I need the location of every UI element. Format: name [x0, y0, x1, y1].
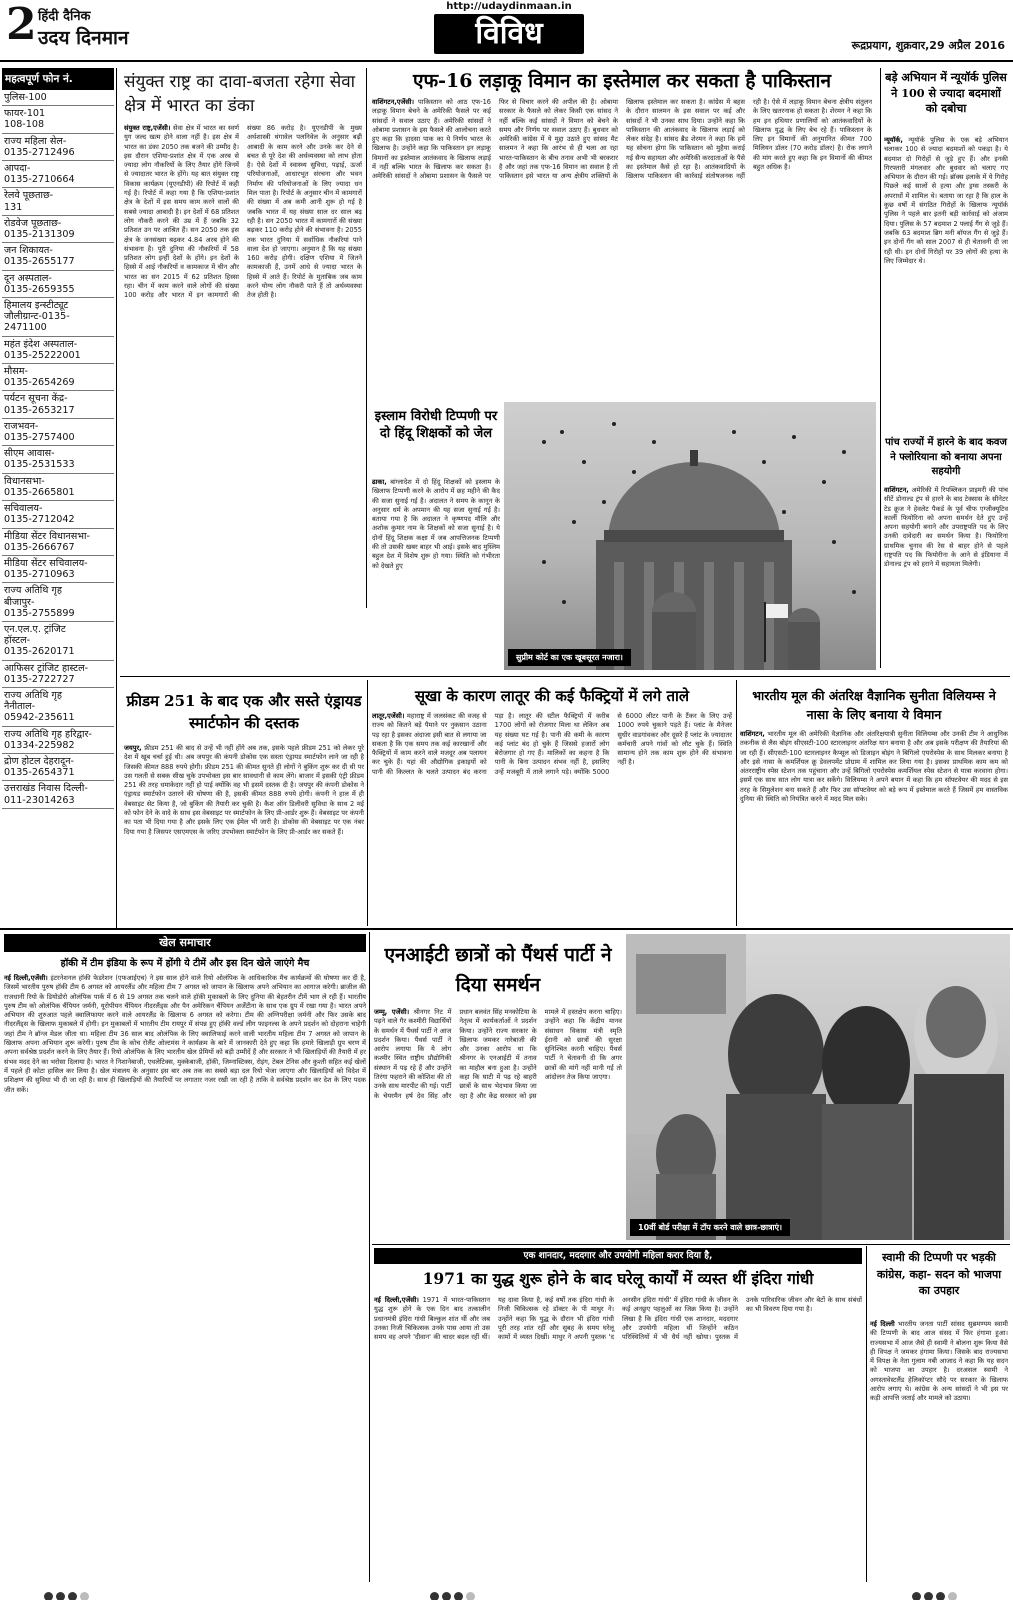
phone-entry: राज्य अतिथि गृह हरिद्वार- 01334-225982	[2, 727, 114, 754]
phone-entry: पुलिस-100	[2, 90, 114, 106]
footer-dots-right	[912, 1586, 960, 1600]
article-nit-headline: एनआईटी छात्रों को पैंथर्स पार्टी ने दिया समर्थन	[384, 944, 612, 996]
article-un-dateline: संयुक्त राष्ट्र,एजेंसी।	[124, 124, 171, 132]
footer-dots-center	[430, 1586, 478, 1600]
article-freedom-dateline: जयपुर,	[124, 744, 142, 752]
dateline: रूद्रप्रयाग, शुक्रवार,29 अप्रैल 2016	[851, 39, 1005, 52]
article-fivestates-headline: पांच राज्यों में हारने के बाद कवज ने फ्लोरियाना को बनाया अपना सहयोगी	[885, 437, 1007, 477]
paper-name-line2: उदय दिनमान	[38, 27, 129, 49]
article-sports-dateline: नई दिल्ली,एजेंसी।	[4, 974, 48, 982]
phone-entry: मीडिया सेंटर सचिवालय- 0135-2710963	[2, 556, 114, 583]
phone-entry: राज्य अतिथि गृह नैनीताल- 05942-235611	[2, 688, 114, 727]
article-latur-text: महाराष्ट्र में जलसंकट की वजह से राज्य को कितने बड़े पैमाने पर नुकसान उठाना पड़ रहा है इसका अंदाजा इसी बात से लगाया जा सकता है कि एक समय तक कई कारखानों और फैक्ट्रियों में काम करने वाले मजदूर अब पलायन कर चुके हैं। यहां की औद्योगिक इकाइयों को पानी की किल्लत के चलते उत्पादन बंद करना पड़ा है। लातूर की स्टील फैक्ट्रियों में करीब 1700 लोगों को रोजगार मिला था लेकिन अब यह संख्या घट गई है। पानी की कमी के कारण कई प्लांट बंद हो चुके हैं जिससे हजारों लोग बेरोजगार हो गए हैं। मालिकों का कहना है कि पानी के बिना उत्पादन संभव नहीं है, इसलिए उन्हें मजबूरी में ताले लगाने पड़े। क्योंकि 5000 से 6000 लीटर पानी के टैंकर के लिए उन्हें 1000 रुपये चुकाने पड़ते हैं। प्लांट के मैनेजर सुधीर वाडगांवकर और दूसरे हैं प्लांट के ज्यादातर कर्मचारी अपने गांवों को लौट चुके हैं। स्थिति सामान्य होने तक काम शुरू होने की संभावना नहीं है।	[372, 712, 732, 776]
column-rule	[367, 680, 368, 926]
column-rule	[736, 680, 737, 926]
phone-entry: आपदा- 0135-2710664	[2, 161, 114, 188]
phone-entry: फायर-101 108-108	[2, 106, 114, 133]
section-title: विविध	[475, 16, 543, 51]
article-freedom-headline: फ्रीडम 251 के बाद एक और सस्ते एंड्रायड स्मार्टफोन की दस्तक	[126, 692, 362, 732]
article-newyork-text: न्यूयॉर्क पुलिस के एक बड़े अभियान चलाकर 100 से ज्यादा बदमाशों को पकड़ा है। ये बदमाश दो गिरोहों से जुड़े हुए हैं। और इनकी गिरफ्तारी मंगलवार और बुधवार को चलाए गए अभियान के दौरान की गई। ब्रॉक्स इलाके में ये गिरोह पिछले कई सालों से हत्या और ड्रग्स तस्करी के अपराधों में शामिल थे। बताया जा रहा है कि हाल के कुछ वर्षों में संगठित गिरोहों के खिलाफ न्यूयॉर्क पुलिस ने पहले बार इतनी बड़ी कार्रवाई को अंजाम दिया। पुलिस के 57 बदमाश 2 फ्लाई गैंग से जुड़े हैं। जबकि 63 बदमाश ब्रिग मनी बॉयज गैंग से जुड़े हैं। इन दोनों गैंग को साल 2007 से ही चेतावनी दी जा रही थी। इन दोनों गिरोहों पर 39 लोगों की हत्या के लिए जिम्मेदार थे।	[884, 136, 1008, 265]
article-swami-text: भारतीय जनता पार्टी सांसद सुब्रमण्यम स्वामी की टिप्पणी के बाद आज संसद में फिर हंगामा हुआ। राज्यसभा में आज जैसे ही स्वामी ने बोलना शुरू किया वैसे ही विपक्ष ने जमकर हंगामा किया। जिसके बाद राज्यसभा में विपक्ष के नेता गुलाम नबी आजाद ने कहा कि यह सदन को भाजपा का उपहार है। दरअसल स्वामी ने अगस्तावेस्टलैंड हेलिकॉप्टर सौदे पर सरकार के खिलाफ आरोप लगाए थे। कांग्रेस के अन्य सांसदों ने भी इस पर कड़ी आपत्ति जताई और मामले को उठाया।	[870, 1320, 1008, 1403]
section-title-box	[434, 14, 584, 54]
phone-entry: हिमालय इन्स्टीट्यूट जौलीग्रान्ट-0135- 2471100	[2, 298, 114, 337]
column-rule	[366, 68, 367, 608]
article-nit-dateline: जम्मू, एजेंसी।	[374, 1008, 410, 1016]
article-swami-dateline: नई दिल्ली	[870, 1320, 895, 1328]
article-sunita-headline: भारतीय मूल की अंतरिक्ष वैज्ञानिक सुनीता विलियम्स ने नासा के लिए बनाया ये विमान	[752, 688, 996, 722]
article-f16-text: पाकिस्तान को आठ एफ-16 लड़ाकू विमान बेचने के अमेरिकी फैसले पर कई सांसदों ने सवाल उठाए हैं। अमेरिकी सांसदों ने ओबामा प्रशासन के इस फैसले की आलोचना करते हुए कहा कि हादसा पाक का ये निर्णय भारत के खिलाफ है। उन्होंने कहा कि पाकिस्तान इन लड़ाकू विमानों का इस्तेमाल आतंकवाद के खिलाफ लड़ाई में नहीं बल्कि भारत के खिलाफ कर सकता है। अमेरिकी सांसदों ने ओबामा प्रशासन के फैसले पर फिर से विचार करने की अपील की है। ओबामा सरकार के फैसले को लेकर किसी एक सांसद ने नहीं बल्कि कई सांसदों ने विमान को बेचने के समय और निर्णय पर सवाल उठाए हैं। बुधवार को अमेरिकी कांग्रेस में ये मुद्दा उठाते हुए सांसद मैट सालमन ने कहा कि आरंभ से ही चला आ रहा भारत-पाकिस्तान के बीच तनाव अभी भी बरकरार है और जहां तक एफ-16 विमान का सवाल है तो पाकिस्तान इसे भारत या अन्य क्षेत्रीय शक्तियों के खिलाफ इस्तेमाल कर सकता है। कांग्रेस में बहस के दौरान सालमन के इस सवाल पर कई और सांसदों ने भी उनका साथ दिया। उन्होंने कहा कि पाकिस्तान की आतंकवाद के खिलाफ लड़ाई को लेकर संदेह है। सांसद ब्रैड शेरमन ने कहा कि हमें यह सोचना होगा कि पाकिस्तान को मुहैया कराई गई सैन्य सहायता और अमेरिकी करदाताओं के पैसे का इस्तेमाल कैसे हो रहा है। आतंकवादियों के खिलाफ पाकिस्तान की कार्रवाई संतोषजनक नहीं रही है। ऐसे में लड़ाकू विमान बेचना क्षेत्रीय संतुलन के लिए खतरनाक हो सकता है। शेरमन ने कहा कि हम इन हथियार प्रणालियों को आतंकवादियों के खिलाफ युद्ध के लिए बेच रहे हैं। पाकिस्तान के लिए इन विमानों की अनुमानित कीमत 700 मिलियन डॉलर (70 करोड़ डॉलर) है। रोक लगाने की मांग करते हुए कहा कि इन विमानों की कीमत बहुत अधिक है।	[372, 98, 872, 181]
phone-entry: रोडवेज पूछताछ- 0135-2131309	[2, 216, 114, 243]
phone-list	[2, 90, 114, 809]
article-sports-headline: हॉकी में टीम इंडिया के रूप में होंगी ये टीमें और इस दिन खेले जाएंगे मैच	[60, 958, 310, 969]
students-caption: 10वीं बोर्ड परीक्षा में टॉप करने वाले छात्र-छात्राएं।	[630, 1219, 790, 1236]
article-un-headline: संयुक्त राष्ट्र का दावा-बजता रहेगा सेवा क्षेत्र में भारत का डंका	[124, 72, 356, 116]
article-dhaka-text: बांग्लादेश में दो हिंदू शिक्षकों को इस्लाम के खिलाफ टिप्पणी करने के आरोप में छह महीने की कैद की सजा सुनाई गई है। अदालत ने समय के कानून के अनुसार धर्म के अपमान की यह सजा सुनाई गई है। बताया गया है कि अदालत ने कृष्णपद मौलि और अशोक कुमार नाम के शिक्षकों को सजा सुनाई है। ये दोनों हिंदू शिक्षक कक्षा में जब आपत्तिजनक टिप्पणी की तो उसकी खबर बाहर भी आई। इसके बाद मुस्लिम बहुल देश में विशेष शुरू हो गया। स्थिति को गंभीरता को देखते हुए	[372, 478, 500, 570]
column-rule	[866, 1246, 867, 1582]
article-freedom-body	[124, 744, 364, 922]
article-un-body	[124, 124, 362, 602]
article-latur-headline: सूखा के कारण लातूर की कई फैक्ट्रियों में लगे ताले	[414, 687, 690, 705]
court-dome-illustration	[504, 402, 876, 670]
row-rule	[372, 1244, 1010, 1245]
article-nit-text: श्रीनगर निट में पढ़ने वाले गैर कश्मीरी विद्यार्थियों के समर्थन में पैंथर्स पार्टी ने आज प्रदर्शन किया। पैंथर्स पार्टी ने आरोप लगाया कि ये लोग कश्मीर स्थित राष्ट्रीय प्रौद्योगिकी संस्थान में पढ़ रहे हैं और उन्होंने तिरंगा फहराने की कोशिश की तो उनके साथ मारपीट की गई। पार्टी के चेयरमैन हर्ष देव सिंह और प्रधान बलवंत सिंह मनकोटिया के नेतृत्व में कार्यकर्ताओं ने प्रदर्शन किया। उन्होंने राज्य सरकार के खिलाफ जमकर नारेबाजी की और उनका आरोप था कि श्रीनगर के एनआईटी में तनाव का माहौल बना हुआ है। उन्होंने कहा कि घाटी में पढ़ रहे बाहरी छात्रों के साथ भेदभाव किया जा रहा है और केंद्र सरकार को इस मामले में हस्तक्षेप करना चाहिए। उन्होंने कहा कि केंद्रीय मानव संसाधन विकास मंत्री स्मृति ईरानी को छात्रों की सुरक्षा सुनिश्चित करनी चाहिए। पैंथर्स पार्टी ने चेतावनी दी कि अगर छात्रों की मांगें नहीं मानी गईं तो आंदोलन तेज किया जाएगा।	[374, 1008, 622, 1100]
article-dhaka-headline: इस्लाम विरोधी टिप्पणी पर दो हिंदू शिक्षकों को जेल	[374, 409, 498, 441]
article-freedom-text: फ्रीडम 251 की बाद से उन्हें भी नहीं होंगे अब तक, इसके पहले फ्रीडम 251 को लेकर पूरे देश में खूब चर्चा हुई थी। अब जयपुर की कंपनी डोकोस एक सस्ता एंड्रायड स्मार्टफोन लाने जा रही है जिसकी कीमत 888 रुपये होगी। फ्रीडम 251 की कीमत सुनते ही लोगों ने बुकिंग शुरू कर दी थी पर उस गलती से सबक सीख चुके उपभोक्ता इस बार सावधानी से काम लेंगे। बाजार में इसकी एंट्री फ्रीडम 251 की तरह धमाकेदार नहीं हो पाई क्योंकि वह भी इसमें दस्तक दी है। जयपुर की कंपनी डोकोस ने एंड्रायड स्मार्टफोन उतारने की घोषणा की है, इसकी कीमत 888 रुपये होगी। कंपनी ने हाल में ही वेबसाइट सेट किया है, जो बुकिंग की तैयारी कर चुकी है। कैश ऑन डिलीवरी सुविधा के साथ 2 मई को फोन देने के वादे के साथ इस वेबसाइट पर स्मार्टफोन के लिए प्री-आर्डर शुरू हैं। वेबसाइट पर कंपनी का पता भी दिया गया है और इसके लिए एक ईमेल भी जारी है। डोकोस की वेबसाइट पर एक नंबर दिया गया है जिसपर एसएमएस के जरिए उपभोक्ता स्मार्टफोन के लिए प्री-आर्डर कर सकते हैं।	[124, 744, 364, 836]
phone-entry: राज्य महिला सेल- 0135-2712496	[2, 134, 114, 161]
row-rule	[120, 676, 1010, 677]
article-dhaka-body	[372, 478, 500, 668]
phone-entry: पर्यटन सूचना केंद्र- 0135-2653217	[2, 391, 114, 418]
phone-entry: जन शिकायत- 0135-2655177	[2, 243, 114, 270]
row-rule	[0, 928, 1013, 930]
article-sunita-dateline: वाशिंगटन,	[740, 730, 765, 738]
article-dhaka-dateline: ढाका,	[372, 478, 387, 486]
article-f16-headline: एफ-16 लड़ाकू विमान का इस्तेमाल कर सकता है पाकिस्तान	[412, 70, 832, 92]
masthead	[0, 0, 1013, 62]
article-un-text: सेवा क्षेत्र में भारत का स्वर्ण युग जल्द खत्म होने वाला नहीं है। इस क्षेत्र में भारत का डंका 2050 तक बजने की उम्मीद है। इस दौरान एशिया-प्रशांत क्षेत्र में एक अरब से ज्यादा लोग नौकरियों के लिए तैयार होंगे जिनमें से ज्यादातर भारत के होंगे। यह बात संयुक्त राष्ट्र विकास कार्यक्रम (यूएनडीपी) की रिपोर्ट में कही गई है। रिपोर्ट में कहा गया है कि एशिया-प्रशांत क्षेत्र के देशों में इस समय काम करने वालों की सबसे ज्यादा आबादी है। इन देशों में 68 प्रतिशत लोग नौकरी करने की उम्र में हैं जबकि 32 प्रतिशत उन पर आश्रित हैं। सन 2050 तक इस क्षेत्र के जनसंख्या बढ़कर 4.84 अरब होने की संभावना है। पूरी दुनिया की नौकरियों में 58 प्रतिशत लोग इन्हीं देशों के होंगे। इन देशों के हिस्से में आई नौकरियों व कामकाज में चीन और भारत का सन 2015 में 62 प्रतिशत हिस्सा रहा। चीन में काम करने वाले लोगों की संख्या 100 करोड़ और भारत में इन कामगारों की संख्या 86 करोड़ है। यूएनडीपी के मुख्य अर्थशास्त्री थंगावेल पलनिवेल के अनुसार बढ़ी आबादी के काम करने और उनके कर देने से बचत से पूरे देश की अर्थव्यवस्था को लाभ होता है। ऐसे देशों में स्वास्थ्य सुविधा, पढ़ाई, ऊर्जा परियोजनाओं, आधारभूत संरचना और भवन निर्माण की परियोजनाओं के लिए ज्यादा धन मिल पाता है। रिपोर्ट के अनुसार चीन में कामगारों की संख्या में अब कमी आनी शुरू हो गई है जबकि भारत में यह संख्या साल दर साल बढ़ रही है। सन 2050 भारत में कामगारों की संख्या बढ़कर 110 करोड़ होने की संभावना है। 2055 तक भारत दुनिया में सर्वाधिक नौकरियां पाने वाला देश हो जाएगा। अनुमान है कि यह संख्या 160 करोड़ होगी। दक्षिण एशिया में जितने कामकाजी हैं, उनमें आधे से ज्यादा भारत के हिस्से में आते हैं। रिपोर्ट के मुताबिक जब काम करने योग्य लोग नौकरी पाते हैं तो अर्थव्यवस्था तेज होती है।	[124, 124, 362, 300]
phone-entry: दून अस्पताल- 0135-2659355	[2, 271, 114, 298]
article-sunita-body	[740, 730, 1008, 922]
phone-entry: महंत इंदेश अस्पताल- 0135-25222001	[2, 337, 114, 364]
article-fivestates-text: अमेरिकी में रिपब्लिकन प्राइमरी की पांच सीटें डोनाल्ड ट्रंप से हारने के बाद टेक्सास के सीनेटर टेड क्रूज ने हेवलेट पैकर्ड के पूर्व चीफ एग्जीक्यूटिव कार्ली फियोरिना को अपना समर्थन देते हुए उन्हें अपना सहयोगी बनाने और उपराष्ट्रपति पद के लिए उनकी दावेदारी का समर्थन किया है। फियोरिना प्राथमिक चुनाव की रेस से बाहर होने से पहले राष्ट्रपति पद कि फियोरीना के आने से इंडियाना में डोनाल्ड ट्रंप को हराने में सहायता मिलेगी।	[884, 486, 1008, 569]
sports-section-title: खेल समाचार	[159, 936, 211, 949]
phone-entry: विधानसभा- 0135-2665801	[2, 474, 114, 501]
phone-entry: मौसम- 0135-2654269	[2, 364, 114, 391]
page-number: 2	[6, 0, 37, 50]
article-newyork-body	[884, 136, 1008, 432]
website-url[interactable]: http://udaydinmaan.in	[446, 1, 572, 12]
phone-directory	[2, 68, 114, 918]
phone-entry: द्रोण होटल देहरादून- 0135-2654371	[2, 754, 114, 781]
article-sports-text: इंटरनेशनल हॉकी फेडरेशन (एफआईएच) ने इस साल होने वाले रियो ओलंपिक के आधिकारिक मैच कार्यक्रमों की घोषणा कर दी है, जिसमें भारतीय पुरुष हॉकी टीम 6 अगस्त को आयरलैंड और महिला टीम 7 अगस्त को जापान के खिलाफ अपने अभियान का आगाज करेगी। ब्राजील की राजधानी रियो के डियोडोरो ओलंपिक पार्क में 6 से 19 अगस्त तक चलने वाले हॉकी मुकाबलों के लिए दुनिया की बेहतरीन टीमें भाग ले रही हैं। भारतीय पुरुष टीम को ओलंपिक चैंपियन जर्मनी, यूरोपीयन चैंपियन नीदरलैंड्स और पैन अमेरिकन चैंपियन अर्जेंटीना के साथ एक ग्रुप में रखा गया है। भारत अपने अभियान की शुरुआत पहले क्वालिफायर करने वाले आयरलैंड के खिलाफ 6 अगस्त को करेगा। टीम की अग्निपरीक्षा जर्मनी और फिर उसके बाद नीदरलैंड्स के खिलाफ मुकाबले में होगी। इन मुकाबलों में भारतीय टीम रायपुर में संपन्न हुए हॉकी वर्ल्ड लीग फाइनल्स के अपने प्रदर्शन को दोहराना चाहेगी जहां टीम ने ब्रॉन्ज मेडल जीता था। महिला टीम 36 साल बाद ओलंपिक के लिए क्वालिफाई करने वाली भारतीय महिला टीम 7 अगस्त को जापान के खिलाफ अपना अभियान शुरू करेगी। पुरुष टीम के कोच रोलैंट ओल्टमंस ने कार्यक्रम के बारे में जानकारी देते हुए कहा कि हमारे खिलाड़ी ग्रुप चरण में अपना सर्वश्रेष्ठ प्रदर्शन करने के लिए तैयार हैं। रियो ओलंपिक के लिए भारतीय खेल प्रेमियों को बड़ी उम्मीदें हैं और सरकार ने भी खिलाड़ियों की तैयारी में हर संभव मदद देने का भरोसा दिलाया है। भारत ने निशानेबाजी, एथलेटिक्स, मुक्केबाजी, हॉकी, जिम्नास्टिक्स, रोइंग, टेबल टेनिस और कुश्ती सहित कई खेलों में पहले ही कोटा हासिल कर लिया है। खेल मंत्रालय के अनुसार इस बार अब तक का सबसे बड़ा दल रियो भेजा जाएगा और खिलाड़ियों को विदेश में प्रशिक्षण की सुविधा भी दी जा रही है। साथ ही खिलाड़ियों की तैयारियों पर लगातार नजर रखी जा रही है ताकि वे सर्वश्रेष्ठ प्रदर्शन कर देश के लिए पदक जीत सकें।	[4, 974, 366, 1094]
article-indira-kicker-bar	[374, 1248, 862, 1264]
article-indira-dateline: नई दिल्ली,एजेंसी।	[374, 1296, 419, 1304]
phone-entry: सचिवालय- 0135-2712042	[2, 501, 114, 528]
article-f16-dateline: वाशिंगटन,एजेंसी।	[372, 98, 414, 106]
article-f16-body	[372, 98, 872, 396]
supreme-court-caption: सुप्रीम कोर्ट का एक खूबसूरत नजारा।	[508, 649, 631, 666]
phone-entry: एन.एल.ए. ट्रांजिट हॉस्टल- 0135-2620171	[2, 622, 114, 661]
article-fivestates-body	[884, 486, 1008, 666]
article-newyork-headline: बड़े अभियान में न्यूयॉर्क पुलिस ने 100 से ज्यादा बदमाशों को दबोचा	[885, 70, 1007, 115]
article-indira-kicker: एक शानदार, मददगार और उपयोगी महिला करार दिया है,	[523, 1251, 713, 1261]
phone-entry: आफिसर ट्रांजिट हास्टल- 0135-2722727	[2, 661, 114, 688]
supreme-court-photo	[504, 402, 876, 670]
phone-entry: मीडिया सेंटर विधानसभा- 0135-2666767	[2, 529, 114, 556]
article-fivestates-dateline: वाशिंगटन,	[884, 486, 909, 494]
column-rule	[116, 68, 117, 928]
phone-directory-title: महत्वपूर्ण फोन नं.	[2, 68, 114, 90]
article-sunita-text: भारतीय मूल की अमेरिकी वैज्ञानिक और अंतरिक्षयात्री सुनीता विलियम्स और उनकी टीम ने आधुनिक तकनीक से लैस बोइंग सीएसटी-100 स्टारलाइनर अंतरिक्ष यान बनाया है और अब इसके परीक्षण की तैयारियां की जा रही हैं। सीएसटी-100 स्टारलाइनर कैप्सूल को डिजाइन बोइंग ने बिगिलो एयरोस्पेस के साथ मिलकर बनाया है और इसे नासा के कमर्शियल क्रू डेवलपमेंट प्रोग्राम में शामिल कर लिया गया है। इसका प्राथमिक काम कम को अंतरराष्ट्रीय स्पेस स्टेशन तक पहुंचाना और उन्हें बिगिलो एयरोस्पेस कमर्शियल स्पेस स्टेशन से यात्रा करवाना होगा। इसमें एक साथ सात लोग यात्रा कर सकेंगे। विलियम्स ने अपने बयान में कहा कि हम सॉफ्टवेयर की मदद से इस तरह के सिमुलेशन बना सकते हैं और फिर उस सॉफ्टवेयर को बड़े रूप में इस्तेमाल करते हैं जिसमें हम वास्तविक दुनिया की स्थिति को नियंत्रित करने में मदद मिल सके।	[740, 730, 1008, 804]
paper-name-line1: हिंदी दैनिक	[38, 9, 91, 24]
phone-entry: सीएम आवास- 0135-2531533	[2, 446, 114, 473]
article-indira-text: 1971 में भारत-पाकिस्तान युद्ध शुरू होने के एक दिन बाद तत्कालीन प्रधानमंत्री इंदिरा गांधी बिल्कुल शांत थीं और जब उनका निजी चिकित्सक उनके पास आया तो उस समय वह अपने 'दीवान' की चादर बदल रहीं थीं। यह दावा किया है, कई वर्षों तक इंदिरा गांधी के निजी चिकित्सक रहे डॉक्टर के पी माथुर ने। उन्होंने कहा कि युद्ध के दौरान भी इंदिरा गांधी पूरी तरह शांत रहीं और सुबह के समय घरेलू कामों में व्यस्त दिखीं। माथुर ने अपनी पुस्तक 'द अनसीन इंदिरा गांधी' में इंदिरा गांधी के जीवन के कई अनछुए पहलुओं का जिक्र किया है। उन्होंने लिखा है कि इंदिरा गांधी एक शानदार, मददगार और उपयोगी महिला थीं जिन्होंने कठिन परिस्थितियों में भी धैर्य नहीं खोया। पुस्तक में उनके पारिवारिक जीवन और बेटों के साथ संबंधों का भी विवरण दिया गया है।	[374, 1296, 862, 1342]
column-rule	[880, 68, 881, 668]
sports-section-banner	[4, 934, 366, 952]
article-newyork-dateline: न्यूयॉर्क,	[884, 136, 903, 144]
footer-dots-left	[44, 1586, 92, 1600]
phone-entry: उत्तराखंड निवास दिल्ली- 011-23014263	[2, 781, 114, 808]
article-swami-body	[870, 1320, 1008, 1580]
article-nit-body	[374, 1008, 622, 1240]
article-indira-body	[374, 1296, 862, 1580]
article-latur-dateline: लातूर,एजेंसी।	[372, 712, 405, 720]
column-rule	[369, 932, 370, 1582]
phone-entry: रेलवे पूछताछ- 131	[2, 188, 114, 215]
masthead-rule	[0, 60, 1013, 62]
article-sports-body	[4, 974, 366, 1580]
article-swami-headline: स्वामी की टिप्पणी पर भड़की कांग्रेस, कहा- सदन को भाजपा का उपहार	[876, 1251, 1002, 1297]
students-photo	[626, 934, 1010, 1240]
students-illustration	[626, 934, 1010, 1240]
article-indira-headline: 1971 का युद्ध शुरू होने के बाद घरेलू कार्यों में व्यस्त थीं इंदिरा गांधी	[422, 1269, 814, 1288]
phone-entry: राजभवन- 0135-2757400	[2, 419, 114, 446]
article-latur-body	[372, 712, 732, 922]
phone-entry: राज्य अतिथि गृह बीजापुर- 0135-2755899	[2, 583, 114, 622]
